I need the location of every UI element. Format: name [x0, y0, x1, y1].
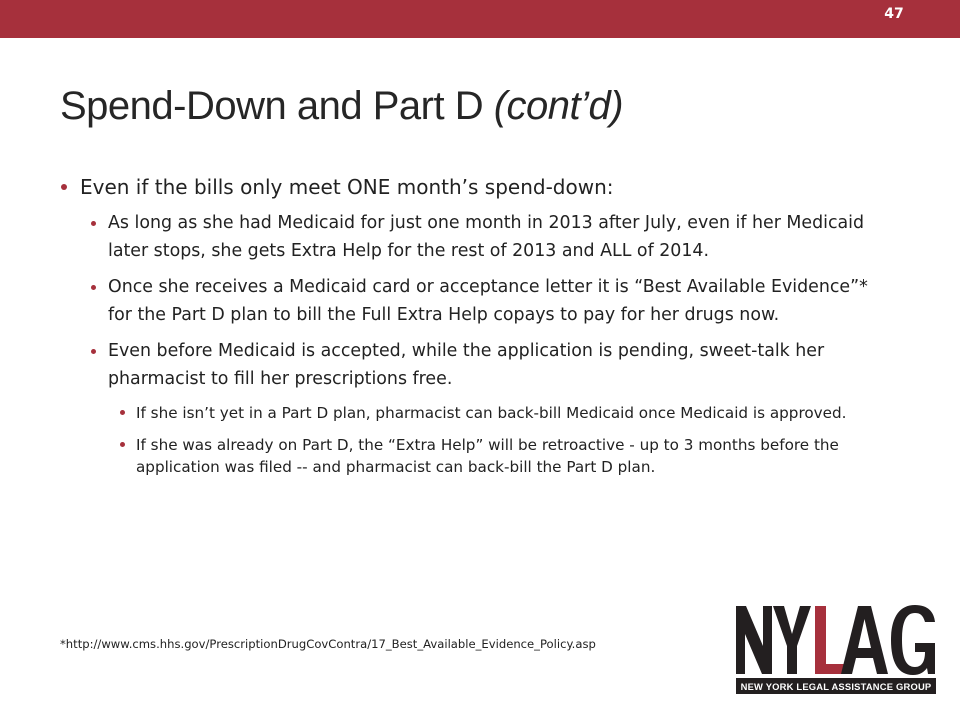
bullet-text: If she isn’t yet in a Part D plan, pharmacist can back-bill Medicaid once Medicaid is approved.	[136, 404, 847, 422]
top-accent-bar	[0, 0, 960, 38]
slide-number: 47	[884, 6, 904, 22]
slide-title	[60, 84, 623, 129]
bullet-level1	[60, 172, 880, 202]
bullet-text: If she was already on Part D, the “Extra Help” will be retroactive - up to 3 months before the application was filed -- and pharmacist can back-bill the Part D plan.	[136, 436, 839, 476]
bullet-dot	[91, 285, 96, 290]
bullet-level2	[89, 274, 880, 329]
bullet-text: Once she receives a Medicaid card or acceptance letter it is “Best Available Evidence”* for the Part D plan to bill the Full Extra Help copays to pay for her drugs now.	[108, 277, 868, 325]
bullet-dot	[91, 349, 96, 354]
bullet-level3	[118, 402, 880, 424]
bullet-text: Even if the bills only meet ONE month’s spend-down:	[80, 175, 614, 199]
bullet-dot	[61, 184, 67, 190]
bullet-dot	[91, 221, 96, 226]
footnote: *http://www.cms.hhs.gov/PrescriptionDrugCovContra/17_Best_Available_Evidence_Policy.asp	[60, 637, 596, 651]
bullet-text: Even before Medicaid is accepted, while the application is pending, sweet-talk her pharmacist to fill her prescriptions free.	[108, 341, 825, 389]
bullet-level3	[118, 434, 880, 478]
title-suffix: (cont’d)	[493, 84, 624, 128]
logo-letters	[736, 605, 935, 675]
bullet-list	[60, 172, 880, 488]
bullet-dot	[120, 442, 125, 447]
title-main: Spend-Down and Part D	[60, 84, 484, 128]
bullet-dot	[120, 410, 125, 415]
nylag-logo	[734, 604, 938, 696]
bullet-level2	[89, 210, 880, 265]
bullet-text: As long as she had Medicaid for just one month in 2013 after July, even if her Medicaid later stops, she gets Extra Help for the rest of 2013 and ALL of 2014.	[108, 213, 865, 261]
logo-tagline: NEW YORK LEGAL ASSISTANCE GROUP	[740, 681, 932, 692]
bullet-level2	[89, 338, 880, 393]
